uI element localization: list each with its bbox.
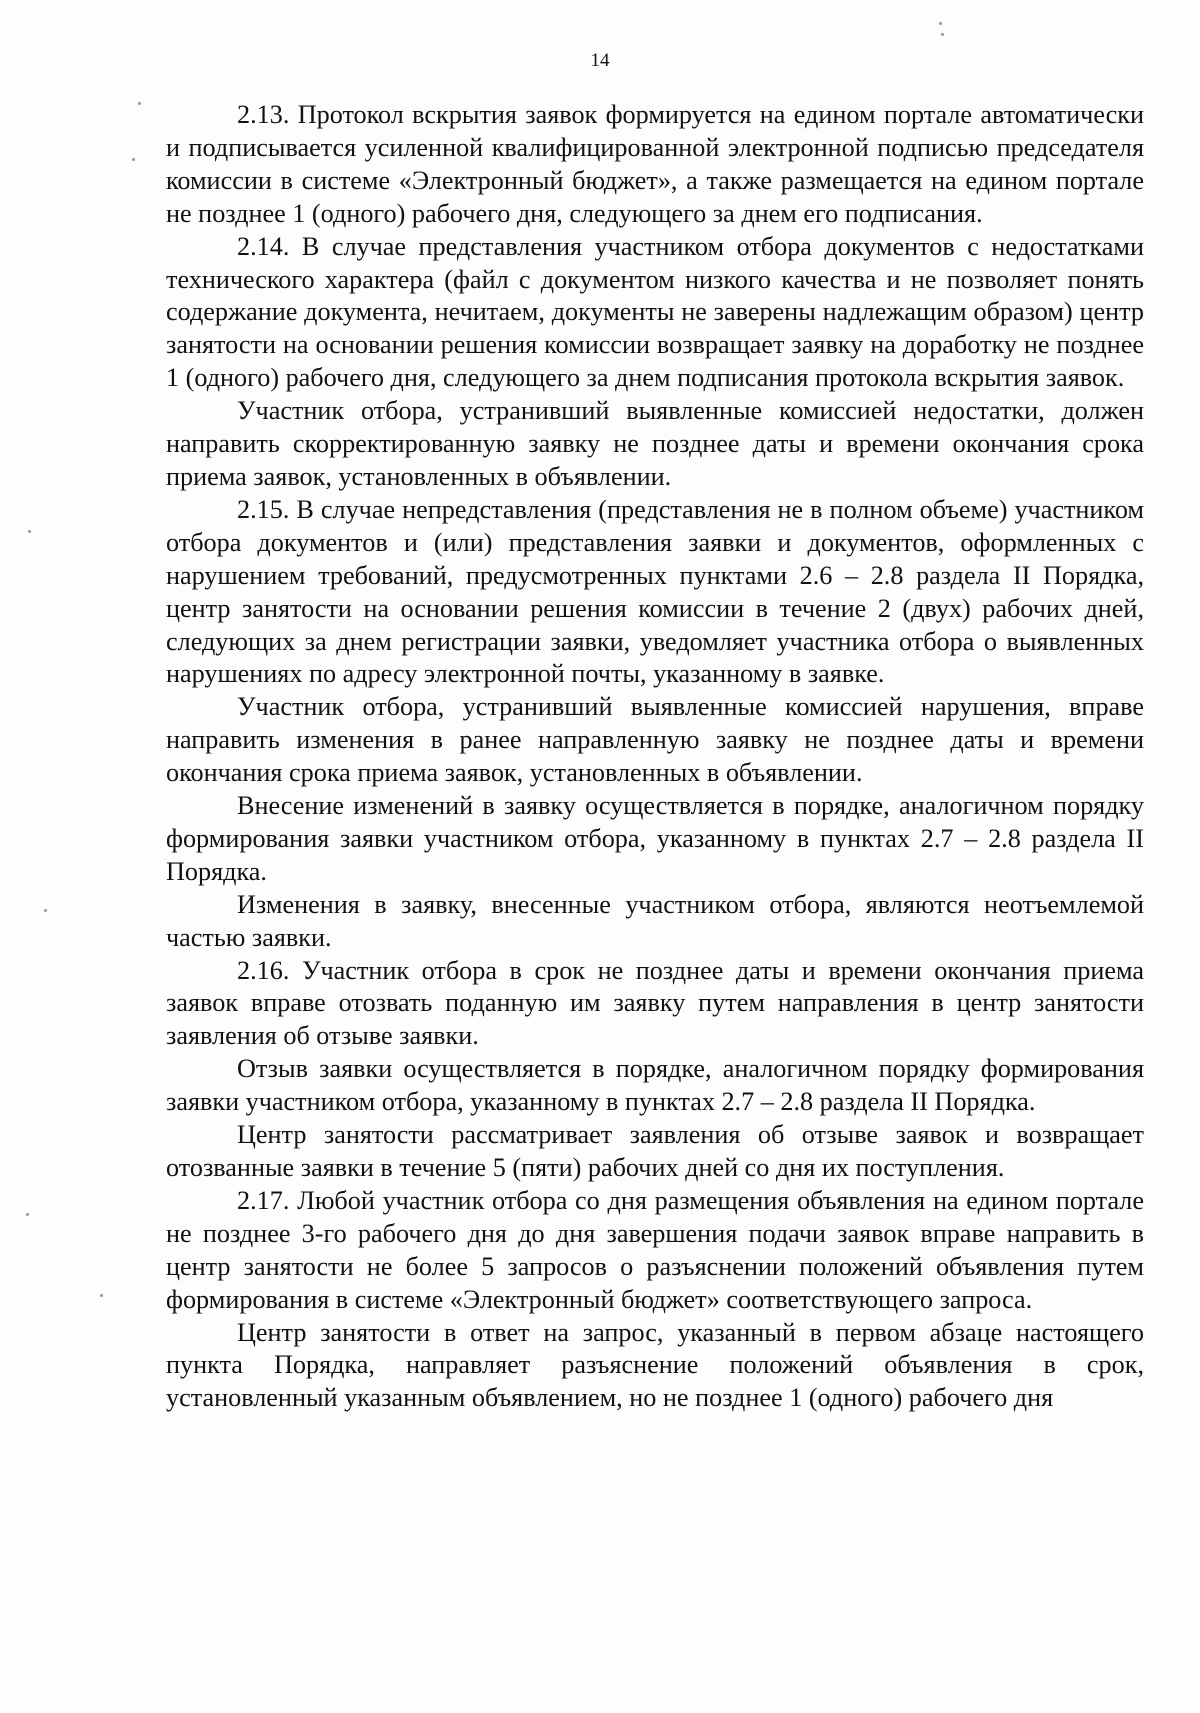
paragraph-2-16: 2.16. Участник отбора в срок не позднее даты и времени окончания приема заявок вправе отозвать поданную им заявку путем направления в центр занятости заявления об отзыве заявки. bbox=[166, 955, 1144, 1051]
paragraph-2-15-part-of-application: Изменения в заявку, внесенные участником отбора, являются неотъемлемой частью заявки. bbox=[166, 889, 1144, 952]
scan-speck bbox=[132, 158, 135, 161]
page-number: 14 bbox=[590, 50, 610, 71]
scan-speck bbox=[44, 909, 47, 912]
paragraph-2-13: 2.13. Протокол вскрытия заявок формируется на едином портале автоматически и подписывается усиленной квалифицированной электронной подписью председателя комиссии в системе «Электронный бюджет», а также размещается на едином портале не позднее 1 (одного) рабочего дня, следующего за днем его подписания. bbox=[166, 100, 1144, 228]
scan-speck bbox=[26, 1213, 29, 1216]
paragraph-2-15-changes: Внесение изменений в заявку осуществляется в порядке, аналогичном порядку формирования заявки участником отбора, указанному в пунктах 2.7 – 2.8 раздела II Порядка. bbox=[166, 791, 1144, 886]
paragraph-2-15-participant: Участник отбора, устранивший выявленные комиссией нарушения, вправе направить изменения в ранее направленную заявку не позднее даты и времени окончания срока приема заявок, установленных в объявлении. bbox=[166, 692, 1144, 788]
scan-speck bbox=[939, 22, 942, 25]
paragraph-2-14: 2.14. В случае представления участником отбора документов с недостатками технического характера (файл с документом низкого качества и не позволяет понять содержание документа, нечитаем, документы не заверены надлежащим образом) центр занятости на основании решения комиссии возвращает заявку на доработку не позднее 1 (одного) рабочего дня, следующего за днем подписания протокола вскрытия заявок. bbox=[166, 231, 1144, 393]
paragraph-2-16-withdrawal: Отзыв заявки осуществляется в порядке, аналогичном порядку формирования заявки участником отбора, указанному в пунктах 2.7 – 2.8 раздела II Порядка. bbox=[166, 1054, 1144, 1117]
scan-speck bbox=[100, 1294, 103, 1297]
paragraph-2-14-participant: Участник отбора, устранивший выявленные комиссией недостатки, должен направить скорректированную заявку не позднее даты и времени окончания срока приема заявок, установленных в объявлении. bbox=[166, 396, 1144, 491]
document-body bbox=[166, 99, 1144, 1415]
paragraph-2-15: 2.15. В случае непредставления (представления не в полном объеме) участником отбора документов и (или) представления заявки и документов, оформленных с нарушением требований, предусмотренных пунктами 2.6 – 2.8 раздела II Порядка, центр занятости на основании решения комиссии в течение 2 (двух) рабочих дней, следующих за днем регистрации заявки, уведомляет участника отбора о выявленных нарушениях по адресу электронной почты, указанному в заявке. bbox=[166, 494, 1144, 689]
paragraph-2-17: 2.17. Любой участник отбора со дня размещения объявления на едином портале не позднее 3-го рабочего дня до дня завершения подачи заявок вправе направить в центр занятости не более 5 запросов о разъяснении положений объявления путем формирования в системе «Электронный бюджет» соответствующего запроса. bbox=[166, 1185, 1144, 1314]
paragraph-2-17-clarification: Центр занятости в ответ на запрос, указанный в первом абзаце настоящего пункта Порядка, направляет разъяснение положений объявления в срок, установленный указанным объявлением, но не позднее 1 (одного) рабочего дня bbox=[166, 1317, 1144, 1413]
scan-speck bbox=[941, 33, 944, 36]
scan-speck bbox=[28, 530, 31, 533]
paragraph-2-16-return: Центр занятости рассматривает заявления об отзыве заявок и возвращает отозванные заявки в течение 5 (пяти) рабочих дней со дня их поступления. bbox=[166, 1120, 1144, 1182]
scan-speck bbox=[138, 102, 141, 105]
